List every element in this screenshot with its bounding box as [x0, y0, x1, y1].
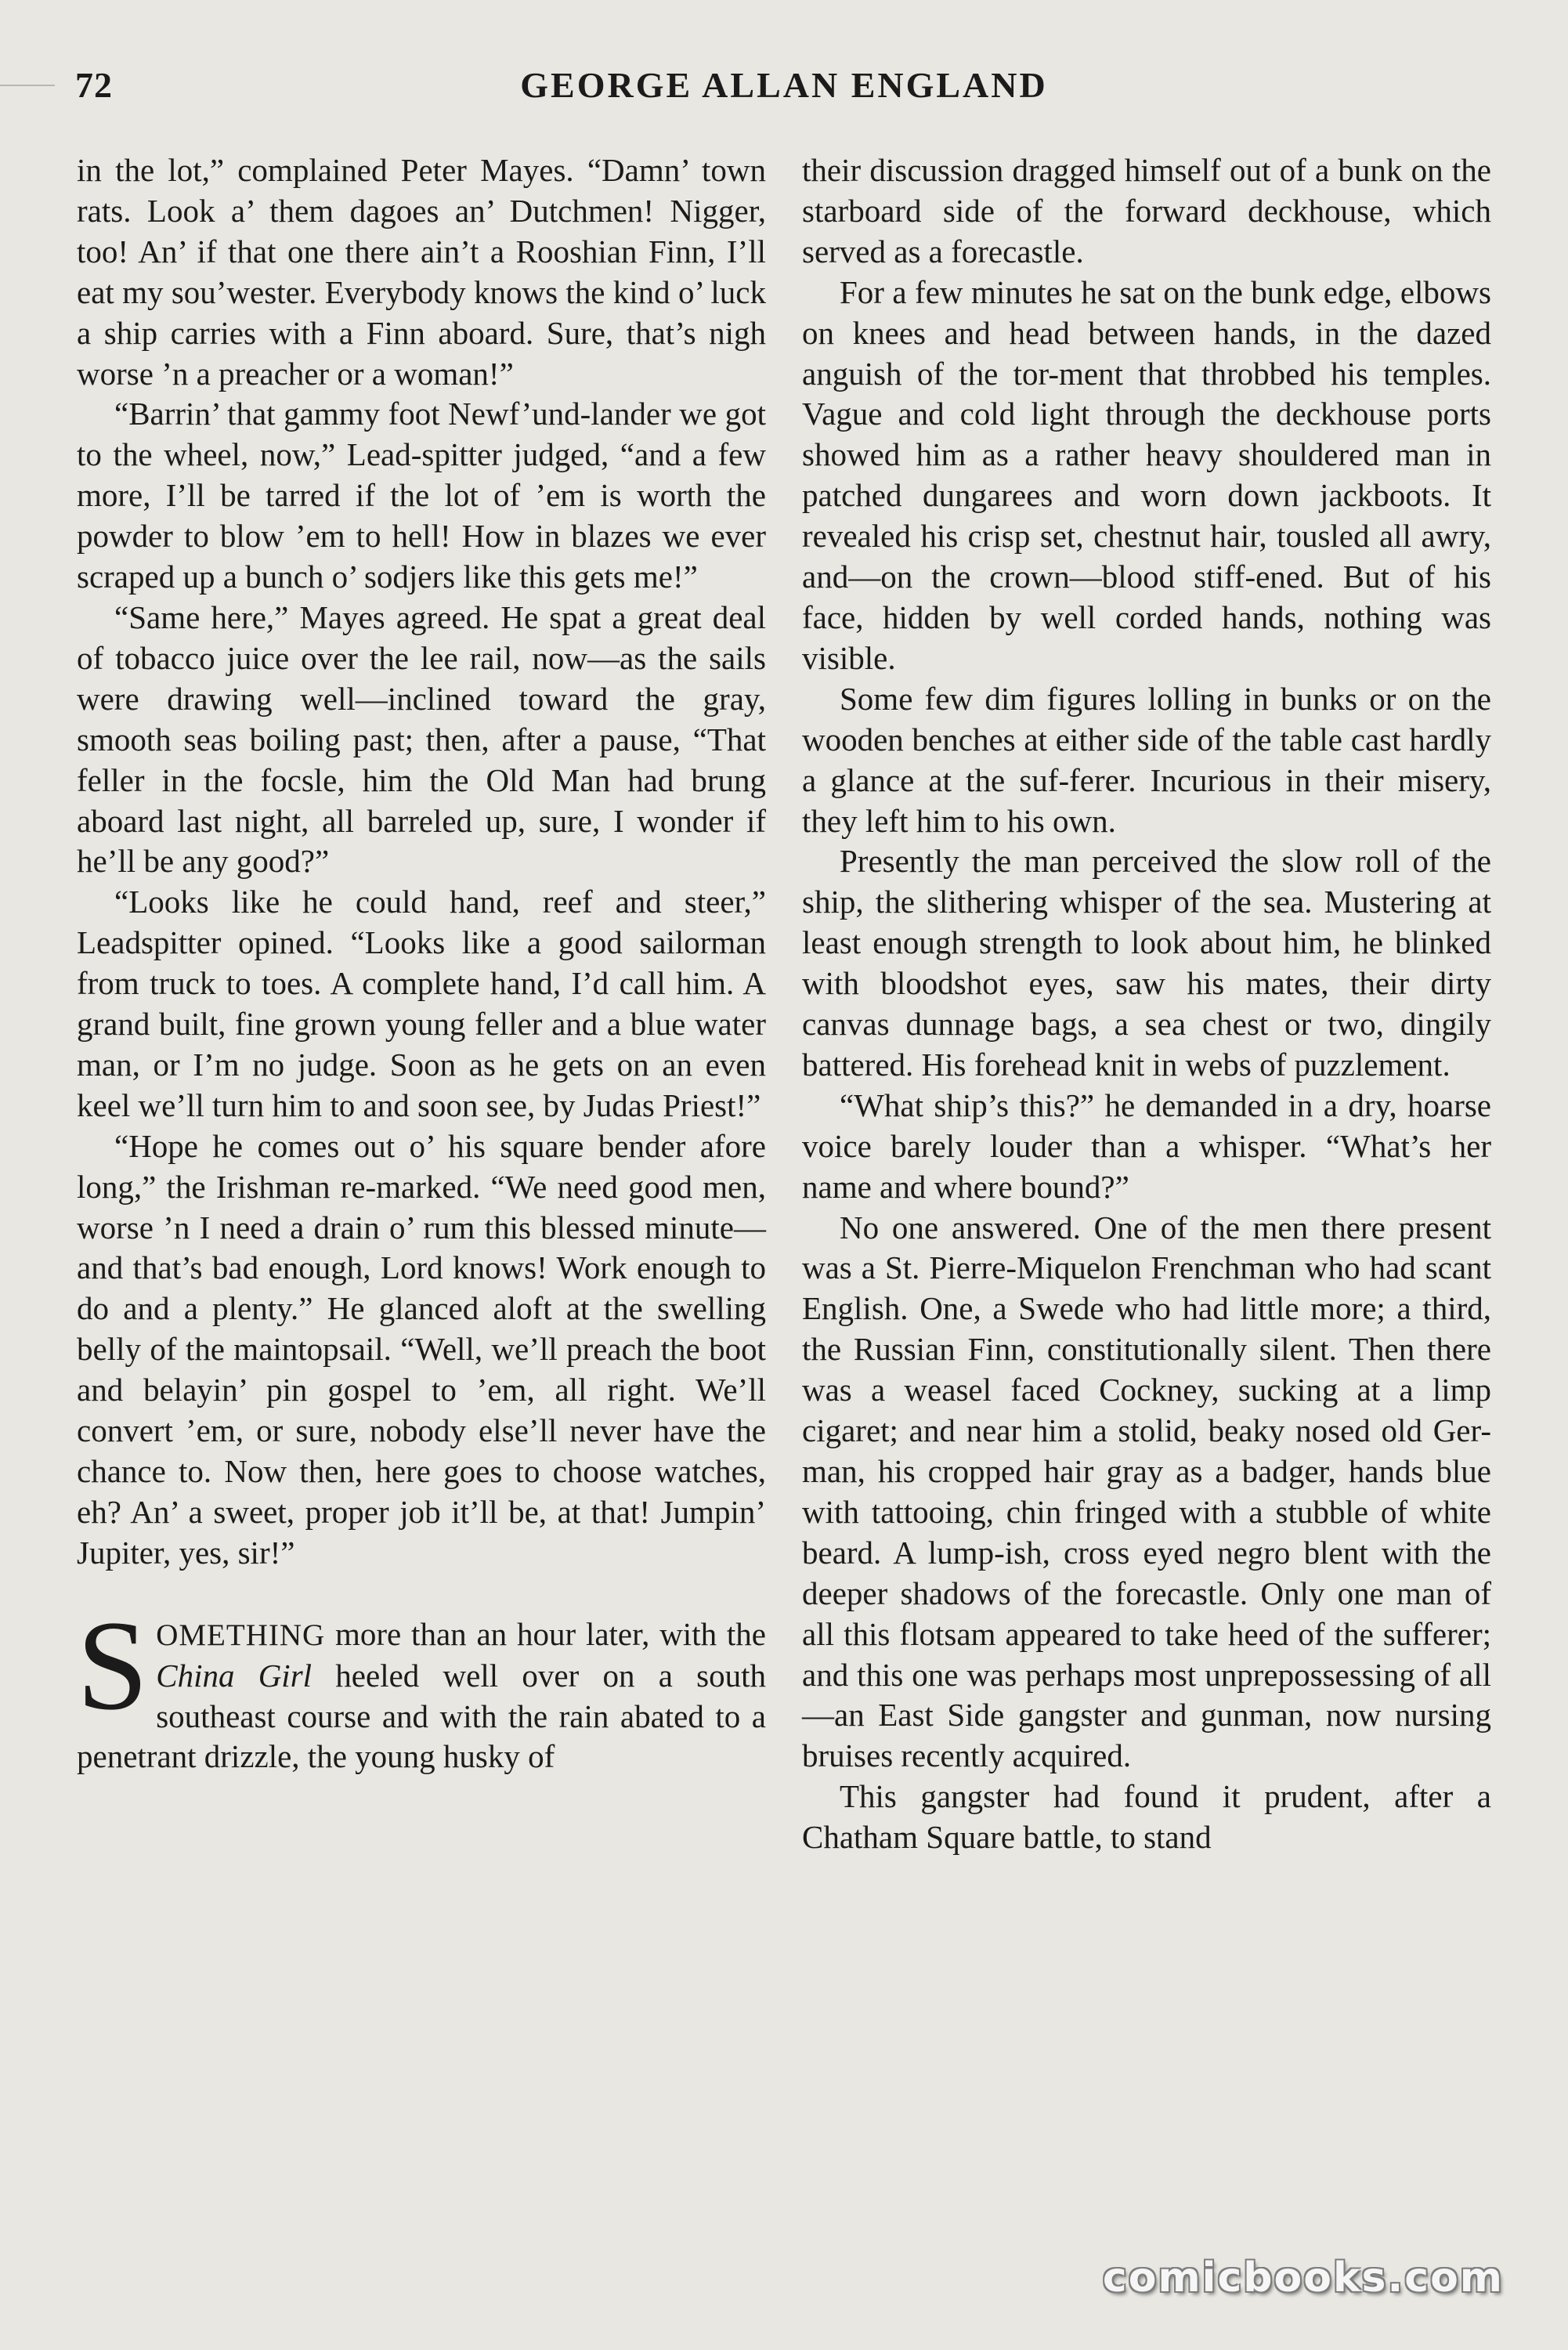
paragraph: “Same here,” Mayes agreed. He spat a great deal of tobacco juice over the lee rail, now—as the sails were drawing well—inclined toward the gray, smooth seas boiling past; then, after a pause, “That feller in the focsle, him the Old Man had brung aboard last night, all barreled up, sure, I wonder if he’ll be any good?”: [77, 598, 766, 880]
drop-cap: S: [77, 1594, 149, 1737]
paragraph: their discussion dragged himself out of a bunk on the starboard side of the forward deckhouse, which served as a forecastle.: [802, 152, 1491, 269]
paragraph: Some few dim figures lolling in bunks or on the wooden benches at either side of the table cast hardly a glance at the suf-ferer. Incurious in their misery, they left him to his own.: [802, 680, 1491, 839]
paragraph: This gangster had found it prudent, after a Chatham Square battle, to stand: [802, 1778, 1491, 1856]
paragraph: “Barrin’ that gammy foot Newf’und-lander we got to the wheel, now,” Lead-spitter judged, “and a few more, I’ll be tarred if the lot of ’em is worth the powder to blow ’em to hell! How in blazes we ever scraped up a bunch o’ sodjers like this gets me!”: [77, 396, 766, 595]
section-break: [77, 1574, 766, 1614]
paragraph: No one answered. One of the men there present was a St. Pierre-Miquelon Frenchman who had scant English. One, a Swede who had little more; a third, the Russian Finn, constitutionally silent. Then there was a weasel faced Cockney, sucking at a limp cigaret; and near him a stolid, beaky nosed old Ger-man, his cropped hair gray as a badger, hands blue with tattooing, chin fringed with a stubble of white beard. A lump-ish, cross eyed negro blent with the deeper shadows of the forecastle. Only one man of all this flotsam appeared to take heed of the sufferer; and this one was perhaps most unprepossessing of all—an East Side gangster and gunman, now nursing bruises recently acquired.: [802, 1209, 1491, 1774]
right-column: [802, 150, 1491, 1858]
page-header: [0, 64, 1568, 119]
section-opening-paragraph: [77, 1594, 767, 1778]
opening-text-continued: heeled well over on a south southeast course and with the rain abated to a penetrant drizzle, the young husky of: [77, 1657, 767, 1775]
opening-text: more than an hour later, with the: [325, 1615, 766, 1652]
paragraph: in the lot,” complained Peter Mayes. “Damn’ town rats. Look a’ them dagoes an’ Dutchmen! Nigger, too! An’ if that one there ain’t a Rooshian Finn, I’ll eat my sou’wester. Everybody knows the kind o’ luck a ship carries with a Finn aboard. Sure, that’s nigh worse ’n a preacher or a woman!”: [77, 152, 766, 392]
paragraph: For a few minutes he sat on the bunk edge, elbows on knees and head between hands, in the dazed anguish of the tor-ment that throbbed his temples. Vague and cold light through the deckhouse ports showed him as a rather heavy shouldered man in patched dungarees and worn down jackboots. It revealed his crisp set, chestnut hair, tousled all awry, and—on the crown—blood stiff-ened. But of his face, hidden by well corded hands, nothing was visible.: [802, 273, 1491, 676]
ship-name: China Girl: [156, 1657, 313, 1694]
paragraph: “Hope he comes out o’ his square bender afore long,” the Irishman re-marked. “We need good men, worse ’n I need a drain o’ rum this blessed minute—and that’s bad enough, Lord knows! Work enough to do and a plenty.” He glanced aloft at the swelling belly of the maintopsail. “Well, we’ll preach the boot and belayin’ pin gospel to ’em, all right. We’ll convert ’em, or sure, nobody else’ll never have the chance to. Now then, here goes to choose watches, eh? An’ a sweet, proper job it’ll be, at that! Jumpin’ Jupiter, yes, sir!”: [77, 1127, 766, 1571]
watermark: comicbooks.com: [1102, 2254, 1504, 2301]
page-number: 72: [75, 65, 113, 105]
paragraph: “Looks like he could hand, reef and steer,” Leadspitter opined. “Looks like a good sailorman from truck to toes. A complete hand, I’d call him. A grand built, fine grown young feller and a blue water man, or I’m no judge. Soon as he gets on an even keel we’ll turn him to and soon see, by Judas Priest!”: [77, 884, 766, 1123]
paragraph: Presently the man perceived the slow roll of the ship, the slithering whisper of the sea. Mustering at least enough strength to look about him, he blinked with bloodshot eyes, saw his mates, their dirty canvas dunnage bags, a sea chest or two, dingily battered. His forehead knit in webs of puzzlement.: [802, 843, 1491, 1083]
running-head: GEORGE ALLAN ENGLAND: [520, 65, 1048, 105]
left-column: [77, 150, 766, 1777]
paragraph: “What ship’s this?” he demanded in a dry, hoarse voice barely louder than a whisper. “What’s her name and where bound?”: [802, 1086, 1491, 1205]
small-caps-lead: OMETHING: [156, 1618, 326, 1652]
